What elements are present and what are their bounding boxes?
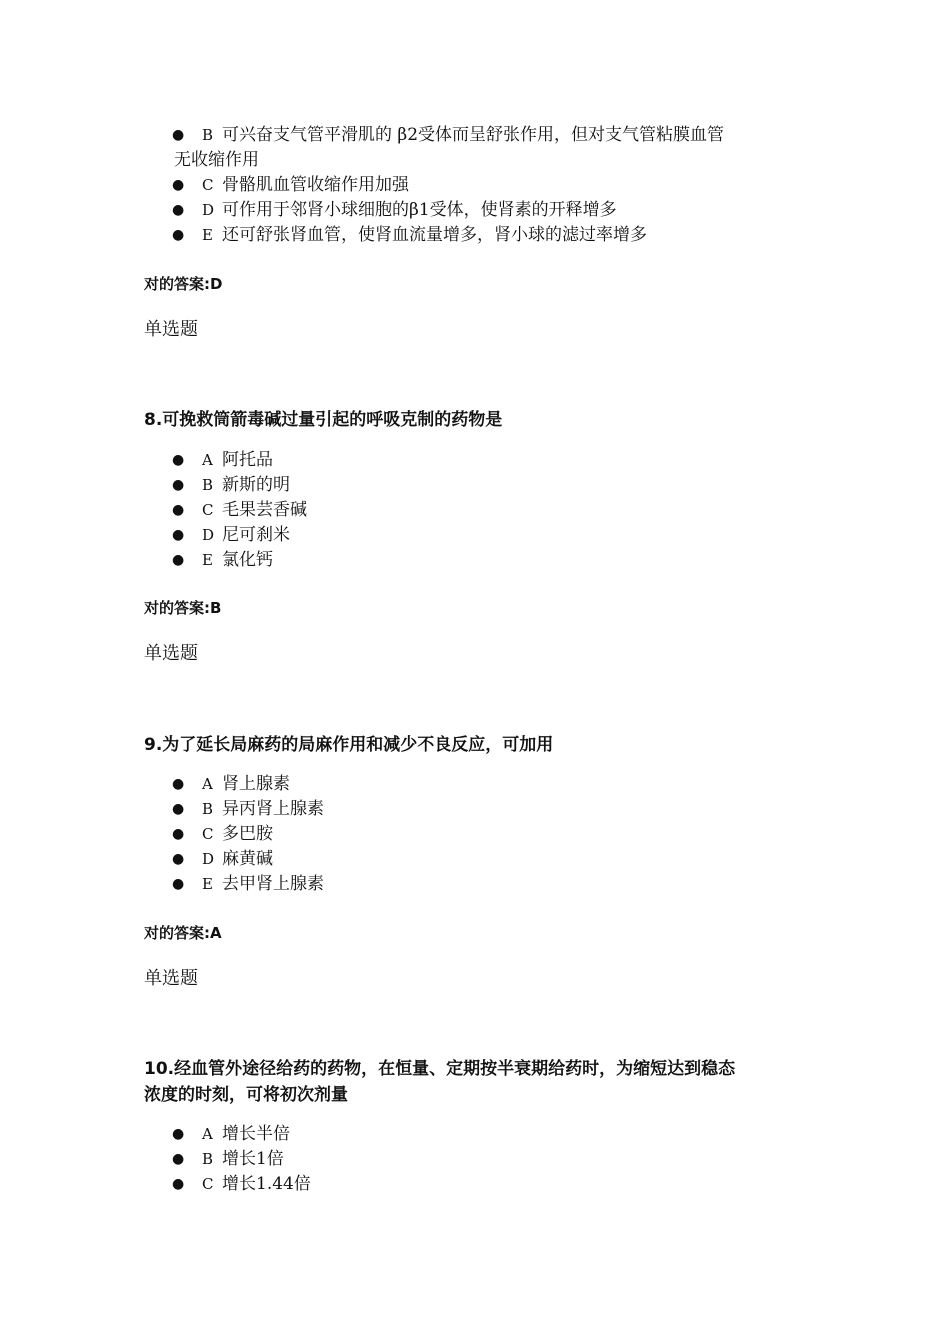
q8-options <box>144 448 814 573</box>
q10-option-c: ● C 增长1.44倍 <box>144 1172 814 1197</box>
q8-option-d: ● D 尼可刹米 <box>144 523 814 548</box>
bullet-icon: ● <box>172 1176 185 1192</box>
question-type-label: 单选题 <box>144 968 198 989</box>
bullet-icon: ● <box>172 452 185 468</box>
q10-option-a: ● A 增长半倍 <box>144 1122 814 1147</box>
q8-option-a: ● A 阿托品 <box>144 448 814 473</box>
bullet-icon: ● <box>172 1151 185 1167</box>
q9-answer: 对的答案:A <box>144 924 222 942</box>
q7-option-e: ● E 还可舒张肾血管，使肾血流量增多，肾小球的滤过率增多 <box>144 223 814 248</box>
q9-option-a: ● A 肾上腺素 <box>144 772 814 797</box>
bullet-icon: ● <box>172 502 185 518</box>
q7-option-b: ● B 可兴奋支气管平滑肌的 β2受体而呈舒张作用，但对支气管粘膜血管 无收缩作用 <box>172 125 725 170</box>
q9-option-e: ● E 去甲肾上腺素 <box>144 872 814 897</box>
q8-question: 8.可挽救筒箭毒碱过量引起的呼吸克制的药物是 <box>144 410 503 430</box>
bullet-icon: ● <box>172 776 185 792</box>
bullet-icon: ● <box>172 876 185 892</box>
q8-option-e: ● E 氯化钙 <box>144 548 814 573</box>
bullet-icon: ● <box>172 127 185 143</box>
bullet-icon: ● <box>172 801 185 817</box>
bullet-icon: ● <box>172 527 185 543</box>
bullet-icon: ● <box>172 826 185 842</box>
q8-option-b: ● B 新斯的明 <box>144 473 814 498</box>
bullet-icon: ● <box>172 202 185 218</box>
q9-option-c: ● C 多巴胺 <box>144 822 814 847</box>
q8-answer: 对的答案:B <box>144 599 222 617</box>
question-type-label: 单选题 <box>144 319 198 340</box>
bullet-icon: ● <box>172 177 185 193</box>
q9-option-b: ● B 异丙肾上腺素 <box>144 797 814 822</box>
q9-options <box>144 772 814 897</box>
bullet-icon: ● <box>172 227 185 243</box>
bullet-icon: ● <box>172 552 185 568</box>
q7-options <box>144 123 814 248</box>
q9-question: 9.为了延长局麻药的局麻作用和减少不良反应，可加用 <box>144 735 554 755</box>
q10-option-b: ● B 增长1倍 <box>144 1147 814 1172</box>
question-type-label: 单选题 <box>144 643 198 664</box>
q10-options <box>144 1122 814 1197</box>
bullet-icon: ● <box>172 851 185 867</box>
q7-option-c: ● C 骨骼肌血管收缩作用加强 <box>144 173 814 198</box>
q10-question: 10.经血管外途径给药的药物，在恒量、定期按半衰期给药时，为缩短达到稳态 浓度的时刻，可将初次剂量 <box>144 1059 736 1105</box>
q7-option-d: ● D 可作用于邻肾小球细胞的β1受体，使肾素的开释增多 <box>144 198 814 223</box>
bullet-icon: ● <box>172 1126 185 1142</box>
q7-answer: 对的答案:D <box>144 275 223 293</box>
q9-option-d: ● D 麻黄碱 <box>144 847 814 872</box>
bullet-icon: ● <box>172 477 185 493</box>
q8-option-c: ● C 毛果芸香碱 <box>144 498 814 523</box>
